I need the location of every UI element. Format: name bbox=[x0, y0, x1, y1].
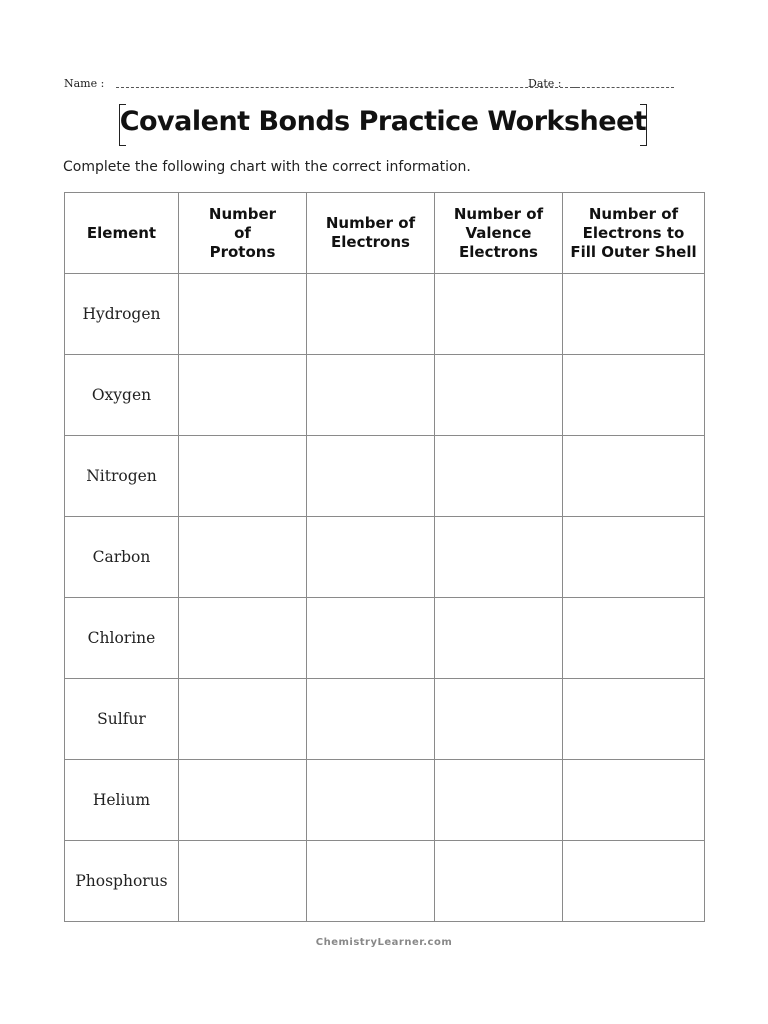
answer-cell-electrons[interactable] bbox=[307, 355, 435, 436]
answer-cell-valence-electrons[interactable] bbox=[435, 355, 563, 436]
name-label: Name : bbox=[64, 77, 105, 90]
answer-cell-valence-electrons[interactable] bbox=[435, 760, 563, 841]
element-name-cell: Phosphorus bbox=[65, 841, 179, 922]
name-blank-line bbox=[116, 87, 578, 88]
table-row bbox=[65, 598, 705, 679]
answer-cell-valence-electrons[interactable] bbox=[435, 841, 563, 922]
table-row bbox=[65, 355, 705, 436]
column-header-protons: Number of Protons bbox=[179, 193, 307, 274]
answer-cell-protons[interactable] bbox=[179, 274, 307, 355]
date-blank-line bbox=[572, 87, 674, 88]
answer-cell-protons[interactable] bbox=[179, 598, 307, 679]
column-header-valence-electrons: Number of Valence Electrons bbox=[435, 193, 563, 274]
table-row bbox=[65, 274, 705, 355]
table-row bbox=[65, 517, 705, 598]
answer-cell-electrons[interactable] bbox=[307, 760, 435, 841]
answer-cell-protons[interactable] bbox=[179, 679, 307, 760]
answer-cell-electrons[interactable] bbox=[307, 841, 435, 922]
title-frame bbox=[119, 104, 647, 144]
answer-cell-electrons-to-fill[interactable] bbox=[563, 436, 705, 517]
column-header-electrons: Number of Electrons bbox=[307, 193, 435, 274]
column-header-electrons-to-fill: Number of Electrons to Fill Outer Shell bbox=[563, 193, 705, 274]
answer-cell-electrons[interactable] bbox=[307, 274, 435, 355]
answer-cell-valence-electrons[interactable] bbox=[435, 598, 563, 679]
table-row bbox=[65, 760, 705, 841]
table-row bbox=[65, 679, 705, 760]
answer-cell-electrons-to-fill[interactable] bbox=[563, 355, 705, 436]
answer-cell-valence-electrons[interactable] bbox=[435, 274, 563, 355]
element-chart-table bbox=[64, 192, 705, 922]
answer-cell-electrons[interactable] bbox=[307, 436, 435, 517]
table-row bbox=[65, 436, 705, 517]
element-name-cell: Helium bbox=[65, 760, 179, 841]
element-name-cell: Oxygen bbox=[65, 355, 179, 436]
element-name-cell: Chlorine bbox=[65, 598, 179, 679]
answer-cell-electrons-to-fill[interactable] bbox=[563, 679, 705, 760]
element-name-cell: Nitrogen bbox=[65, 436, 179, 517]
answer-cell-protons[interactable] bbox=[179, 355, 307, 436]
answer-cell-electrons-to-fill[interactable] bbox=[563, 274, 705, 355]
name-date-row bbox=[64, 77, 676, 95]
answer-cell-electrons[interactable] bbox=[307, 679, 435, 760]
answer-cell-electrons-to-fill[interactable] bbox=[563, 598, 705, 679]
answer-cell-electrons-to-fill[interactable] bbox=[563, 841, 705, 922]
table-row bbox=[65, 841, 705, 922]
answer-cell-electrons[interactable] bbox=[307, 598, 435, 679]
element-name-cell: Sulfur bbox=[65, 679, 179, 760]
column-header-element: Element bbox=[65, 193, 179, 274]
instructions-text: Complete the following chart with the correct information. bbox=[63, 159, 471, 175]
footer-source: ChemistryLearner.com bbox=[315, 937, 453, 948]
table-header-row bbox=[65, 193, 705, 274]
element-name-cell: Hydrogen bbox=[65, 274, 179, 355]
answer-cell-protons[interactable] bbox=[179, 760, 307, 841]
answer-cell-valence-electrons[interactable] bbox=[435, 517, 563, 598]
answer-cell-valence-electrons[interactable] bbox=[435, 679, 563, 760]
answer-cell-protons[interactable] bbox=[179, 436, 307, 517]
answer-cell-electrons-to-fill[interactable] bbox=[563, 517, 705, 598]
answer-cell-protons[interactable] bbox=[179, 841, 307, 922]
answer-cell-electrons-to-fill[interactable] bbox=[563, 760, 705, 841]
answer-cell-valence-electrons[interactable] bbox=[435, 436, 563, 517]
answer-cell-protons[interactable] bbox=[179, 517, 307, 598]
element-name-cell: Carbon bbox=[65, 517, 179, 598]
answer-cell-electrons[interactable] bbox=[307, 517, 435, 598]
date-label: Date : bbox=[528, 77, 562, 90]
page-title: Covalent Bonds Practice Worksheet bbox=[119, 106, 647, 137]
